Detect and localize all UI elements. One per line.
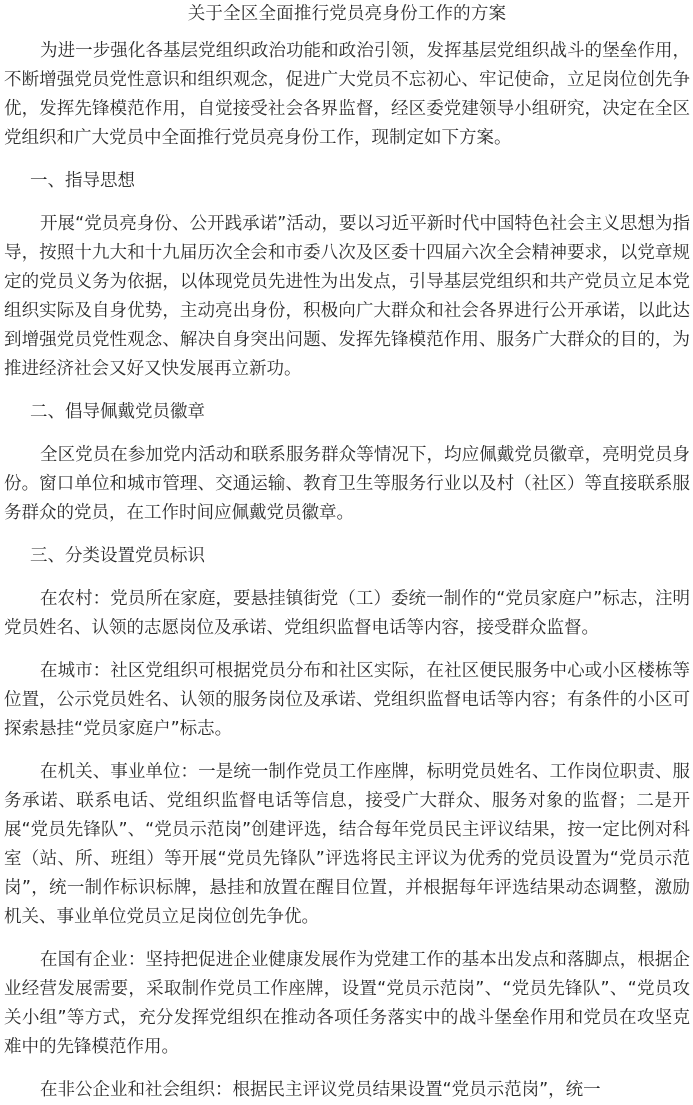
section3-rural: 在农村：党员所在家庭，要悬挂镇街党（工）委统一制作的“党员家庭户”标志，注明党员姓名、认领的志愿岗位及承诺、党组织监督电话等内容，接受群众监督。 xyxy=(4,589,690,638)
section3-soe: 在国有企业：坚持把促进企业健康发展作为党建工作的基本出发点和落脚点，根据企业经营发展需要，采取制作党员工作座牌，设置“党员示范岗”、“党员先锋队”、“党员攻关小组”等方式，充分发挥党组织在推动各项任务落实中的战斗堡垒作用和党员在攻坚克难中的先锋模范作用。 xyxy=(4,950,690,1057)
section1-heading: 一、指导思想 xyxy=(30,171,135,191)
section3-nonpublic: 在非公企业和社会组织：根据民主评议党员结果设置“党员示范岗”，统一 xyxy=(40,1080,601,1100)
section1-body: 开展“党员亮身份、公开践承诺”活动，要以习近平新时代中国特色社会主义思想为指导，按照十九大和十九届历次全会和市委八次及区委十四届六次全会精神要求，以党章规定的党员义务为依据，以体现党员先进性为出发点，引导基层党组织和共产党员立足本党组织实际及自身优势，主动亮出身份，积极向广大群众和社会各界进行公开承诺，以此达到增强党员党性观念、解决自身突出问题、发挥先锋模范作用、服务广大群众的目的，为推进经济社会又好又快发展再立新功。 xyxy=(4,214,690,379)
spacer xyxy=(4,932,690,946)
spacer xyxy=(4,744,690,758)
spacer xyxy=(4,28,690,37)
spacer xyxy=(4,528,690,542)
section3-institutions: 在机关、事业单位：一是统一制作党员工作座牌，标明党员姓名、工作岗位职责、服务承诺、联系电话、党组织监督电话等信息，接受广大群众、服务对象的监督；二是开展“党员先锋队”、“党员示范岗”创建评选，结合每年党员民主评议结果，按一定比例对科室（站、所、班组）等开展“党员先锋队”评选将民主评议为优秀的党员设置为“党员示范岗”，统一制作标识标牌，悬挂和放置在醒目位置，并根据每年评选结果动态调整，激励机关、事业单位党员立足岗位创先争优。 xyxy=(4,762,690,927)
spacer xyxy=(4,384,690,398)
spacer xyxy=(4,1062,690,1076)
section3-urban: 在城市：社区党组织可根据党员分布和社区实际，在社区便民服务中心或小区楼栋等位置，公示党员姓名、认领的服务岗位及承诺、党组织监督电话等内容；有条件的小区可探索悬挂“党员家庭户”标志。 xyxy=(4,661,690,739)
spacer xyxy=(4,643,690,657)
spacer xyxy=(4,571,690,585)
spacer xyxy=(4,196,690,210)
intro-paragraph: 为进一步强化各基层党组织政治功能和政治引领，发挥基层党组织战斗的堡垒作用，不断增强党员党性意识和组织观念，促进广大党员不忘初心、牢记使命，立足岗位创先争优，发挥先锋模范作用，自觉接受社会各界监督，经区委党建领导小组研究，决定在全区党组织和广大党员中全面推行党员亮身份工作，现制定如下方案。 xyxy=(4,41,690,148)
spacer xyxy=(4,427,690,441)
section2-heading: 二、倡导佩戴党员徽章 xyxy=(30,402,205,422)
section2-body: 全区党员在参加党内活动和联系服务群众等情况下，均应佩戴党员徽章，亮明党员身份。窗口单位和城市管理、交通运输、教育卫生等服务行业以及村（社区）等直接联系服务群众的党员，在工作时间应佩戴党员徽章。 xyxy=(4,445,690,523)
document-title: 关于全区全面推行党员亮身份工作的方案 xyxy=(187,4,507,24)
section3-heading: 三、分类设置党员标识 xyxy=(30,546,205,566)
spacer xyxy=(4,153,690,167)
